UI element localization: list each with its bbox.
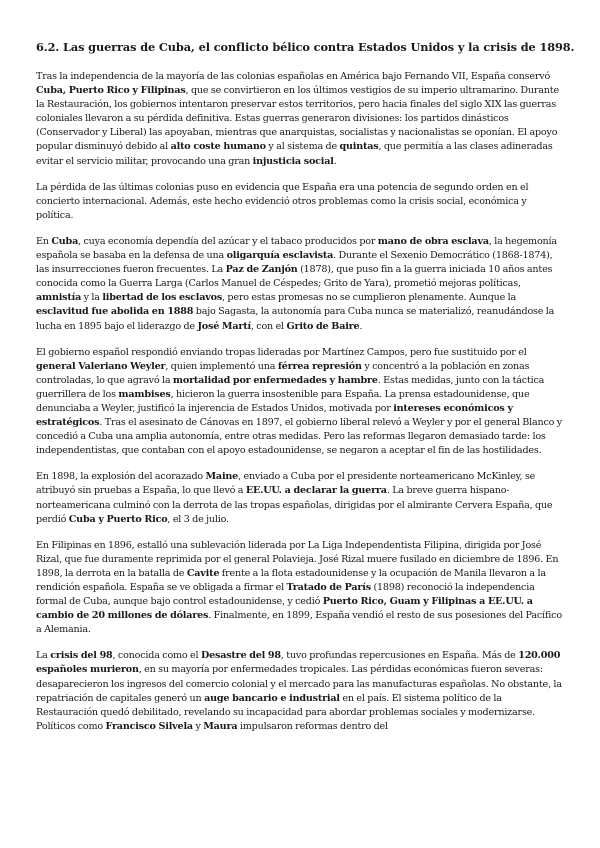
bold-text: Francisco Silvela: [105, 720, 193, 732]
paragraph: [36, 70, 563, 169]
paragraph: [36, 539, 563, 638]
text-run: .: [333, 155, 337, 167]
bold-text: Grito de Baire: [286, 320, 360, 332]
paragraph: [36, 235, 563, 334]
text-run: , enviado a Cuba por el presidente norteamericano McKinley, se atribuyó sin pruebas a España, lo que llevó a: [36, 471, 536, 497]
bold-text: general Valeriano Weyler: [36, 360, 166, 372]
text-run: , con el: [250, 320, 287, 332]
text-run: Tras la independencia de la mayoría de las colonias españolas en América bajo Fernando VII, España conservó: [36, 71, 551, 82]
text-run: impulsaron reformas dentro del: [237, 720, 388, 732]
bold-text: Tratado de París: [286, 582, 371, 593]
text-run: En Filipinas en 1896, estalló una sublevación liderada por La Liga Independentista Filipina, dirigida por José Rizal, que fue duramente reprimida por el general Polavieja. José Rizal muere fusilado en diciembre de 1896. En 1898, la derrota en la batalla de: [36, 539, 559, 579]
bold-text: amnistía: [36, 292, 82, 304]
text-run: y concentró a la población en zonas controladas, lo que agravó la: [36, 360, 530, 386]
bold-text: crisis del 98: [50, 650, 113, 662]
bold-text: Cuba: [51, 235, 79, 247]
text-run: .: [359, 320, 363, 332]
bold-text: Cavite: [186, 567, 220, 579]
text-run: En 1898, la explosión del acorazado: [36, 471, 206, 483]
text-run: , pero estas promesas no se cumplieron plenamente. Aunque la: [222, 292, 517, 304]
text-run: En: [36, 235, 52, 247]
paragraph: [36, 346, 563, 459]
text-run: . Estas medidas, junto con la táctica guerrillera de los: [36, 374, 545, 400]
text-run: La pérdida de las últimas colonias puso en evidencia que España era una potencia de segundo orden en el concierto internacional. Además, este hecho evidenció otros problemas como la crisis social, económica y política.: [36, 181, 529, 221]
text-run: frente a la flota estadounidense y la ocupación de Manila llevaron a la rendición española. España se ve obligada a firmar el: [36, 567, 546, 593]
bold-text: auge bancario e industrial: [204, 692, 340, 704]
text-run: bajo Sagasta, la autonomía para Cuba nunca se materializó, reanudándose la lucha en 1895 bajo el liderazgo de: [36, 306, 555, 332]
bold-text: 120.000 españoles murieron: [36, 650, 561, 676]
bold-text: quintas: [339, 141, 379, 153]
bold-text: José Martí: [197, 320, 251, 332]
text-run: en el país. El sistema político de la Restauración quedó debilitado, revelando su incapacidad para abordar problemas sociales y modernizarse. Políticos como: [36, 692, 535, 732]
text-run: , cuya economía dependía del azúcar y el tabaco producidos por: [78, 235, 378, 247]
bold-text: mambises: [118, 388, 171, 400]
text-run: , que se convirtieron en los últimos vestigios de su imperio ultramarino. Durante la Restauración, los gobiernos intentaron preservar estos territorios, pero hacia finales del siglo XIX las guerras coloniales llevaron a su pérdida definitiva. Estas guerras generaron divisiones: los partidos dinásticos (Conservador y Liberal) las apoyaban, mientras que anarquistas, socialistas y nacionalistas se oponían. El apoyo popular disminuyó debido al: [36, 85, 559, 153]
text-run: , la hegemonía española se basaba en la defensa de una: [36, 235, 557, 262]
text-run: , hicieron la guerra insostenible para España. La prensa estadounidense, que denunciaba a Weyler, justificó la injerencia de Estados Unidos, motivada por: [36, 388, 530, 414]
text-run: La: [36, 650, 51, 662]
bold-text: mano de obra esclava: [377, 235, 489, 247]
text-run: . Tras el asesinato de Cánovas en 1897, el gobierno liberal relevó a Weyler y por el general Blanco y concedió a Cuba una amplia autonomía, entre otras medidas. Pero las reformas llegaron demasiado tarde: los independentistas, que contaban con el apoyo estadounidense, se negaron a aceptar el fin de las hostilidades.: [36, 417, 563, 457]
bold-text: Maine: [205, 471, 239, 483]
section-title: 6.2. Las guerras de Cuba, el conflicto bélico contra Estados Unidos y la crisis de 1898.: [36, 40, 575, 54]
bold-text: intereses económicos y estratégicos: [36, 402, 513, 429]
text-run: (1878), que puso fin a la guerra iniciada 10 años antes conocida como la Guerra Larga (Carlos Manuel de Céspedes; Grito de Yara), prometió mejoras políticas,: [36, 264, 553, 290]
bold-text: alto coste humano: [170, 141, 266, 153]
text-run: y al sistema de: [265, 141, 340, 153]
text-run: y la: [81, 292, 103, 304]
text-run: , conocida como el: [112, 650, 201, 662]
text-run: y: [192, 720, 204, 732]
text-run: , el 3 de julio.: [167, 513, 229, 525]
text-run: . La breve guerra hispano-norteamericana culminó con la derrota de las tropas españolas, dirigidas por el almirante Cervera España, que perdió: [36, 485, 553, 525]
bold-text: injusticia social: [252, 155, 334, 167]
bold-text: esclavitud fue abolida en 1888: [36, 306, 194, 318]
bold-text: mortalidad por enfermedades y hambre: [172, 374, 378, 386]
paragraph: [36, 181, 563, 223]
bold-text: Maura: [203, 720, 238, 732]
bold-text: oligarquía esclavista: [226, 250, 334, 262]
paragraph: [36, 470, 563, 526]
text-run: , en su mayoría por enfermedades tropicales. Las pérdidas económicas fueron severas: desaparecieron los ingresos del comercio colonial y el mercado para las manufacturas españolas. No obstante, la repatriación de capitales generó un: [36, 664, 562, 704]
document-body: [36, 70, 563, 734]
bold-text: Cuba y Puerto Rico: [68, 513, 168, 525]
text-run: . Finalmente, en 1899, España vendió el resto de sus posesiones del Pacífico a Alemania.: [36, 610, 562, 636]
bold-text: férrea represión: [277, 360, 362, 372]
bold-text: libertad de los esclavos: [102, 292, 223, 304]
bold-text: Desastre del 98: [200, 650, 281, 662]
bold-text: Cuba, Puerto Rico y Filipinas: [36, 85, 186, 97]
text-run: , tuvo profundas repercusiones en España. Más de: [280, 650, 519, 662]
bold-text: Paz de Zanjón: [225, 264, 298, 276]
bold-text: Puerto Rico, Guam y Filipinas a EE.UU. a cambio de 20 millones de dólares: [36, 596, 533, 622]
paragraph: [36, 649, 563, 734]
text-run: , quien implementó una: [165, 360, 278, 372]
text-run: (1898) reconoció la independencia formal de Cuba, aunque bajo control estadounidense, y cedió: [36, 582, 535, 608]
text-run: El gobierno español respondió enviando tropas lideradas por Martínez Campos, pero fue sustituido por el: [36, 346, 527, 358]
text-run: , que permitía a las clases adineradas evitar el servicio militar, provocando una gran: [36, 141, 553, 167]
bold-text: EE.UU. a declarar la guerra: [245, 485, 387, 497]
text-run: . Durante el Sexenio Democrático (1868-1874), las insurrecciones fueron frecuentes. La: [36, 250, 553, 276]
